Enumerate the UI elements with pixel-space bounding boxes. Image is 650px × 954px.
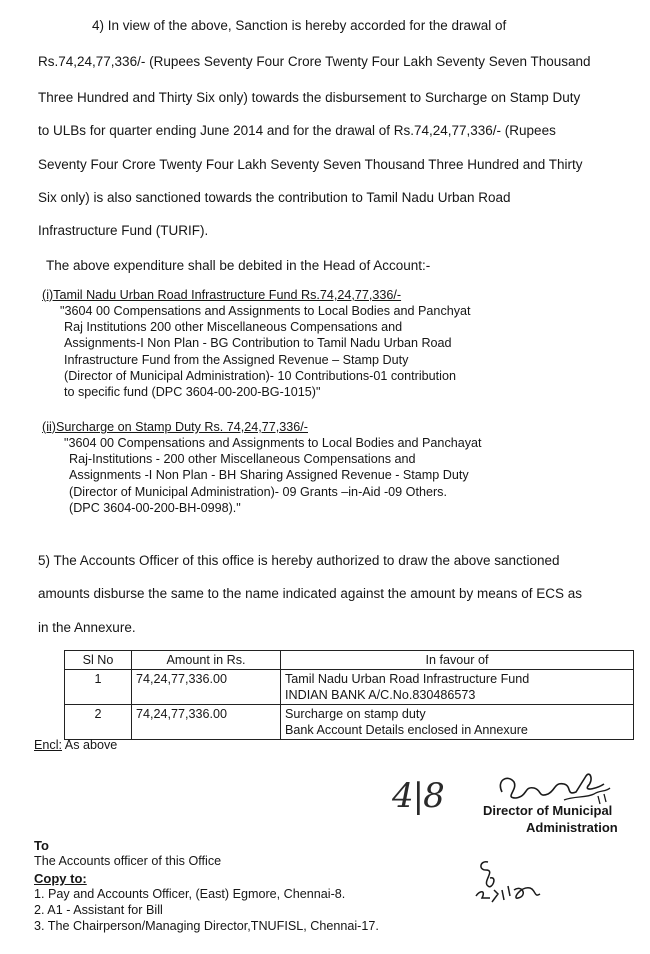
head1-line-6: to specific fund (DPC 3604-00-200-BG-1015)": [64, 385, 321, 399]
annexure-table: [64, 650, 634, 740]
cell-sl-no: 2: [65, 705, 132, 740]
head2-line-4: (Director of Municipal Administration)- 09 Grants –in-Aid -09 Others.: [69, 485, 447, 499]
to-recipient: The Accounts officer of this Office: [34, 854, 222, 868]
column-header-sl-no: Sl No: [65, 651, 132, 670]
enclosure-note: [34, 738, 117, 752]
para4-line-5: Seventy Four Crore Twenty Four Lakh Seventy Seven Thousand Three Hundred and Thirty: [38, 157, 583, 172]
head1-line-1: "3604 00 Compensations and Assignments to Local Bodies and Panchyat: [60, 304, 471, 318]
head2-line-3: Assignments -I Non Plan - BH Sharing Assigned Revenue - Stamp Duty: [69, 468, 469, 482]
column-header-in-favour-of: In favour of: [281, 651, 634, 670]
para5-line-2: amounts disburse the same to the name indicated against the amount by means of ECS as: [38, 586, 583, 601]
para4-line-6: Six only) is also sanctioned towards the contribution to Tamil Nadu Urban Road: [38, 190, 511, 205]
para5-line-3: in the Annexure.: [38, 620, 136, 635]
column-header-amount: Amount in Rs.: [132, 651, 281, 670]
head1-title: (i)Tamil Nadu Urban Road Infrastructure Fund Rs.74,24,77,336/-: [42, 288, 402, 302]
para4-line-3: Three Hundred and Thirty Six only) towards the disbursement to Surcharge on Stamp Duty: [38, 90, 581, 105]
head2-line-5: (DPC 3604-00-200-BH-0998).": [69, 501, 241, 515]
head1-line-2: Raj Institutions 200 other Miscellaneous Compensations and: [64, 320, 403, 334]
para5-line-1: 5) The Accounts Officer of this office is hereby authorized to draw the above sanctioned: [38, 553, 560, 568]
para4-line-2: Rs.74,24,77,336/- (Rupees Seventy Four Crore Twenty Four Lakh Seventy Seven Thousand: [38, 54, 591, 69]
favour-line: Tamil Nadu Urban Road Infrastructure Fund: [285, 672, 530, 686]
table-row: [65, 670, 634, 705]
head2-line-2: Raj-Institutions - 200 other Miscellaneous Compensations and: [69, 452, 416, 466]
cell-sl-no: 1: [65, 670, 132, 705]
enclosure-text: As above: [62, 738, 118, 752]
head1-line-4: Infrastructure Fund from the Assigned Revenue – Stamp Duty: [64, 353, 409, 367]
copy-item-2: 2. A1 - Assistant for Bill: [34, 903, 163, 917]
favour-line: INDIAN BANK A/C.No.830486573: [285, 688, 476, 702]
enclosure-label: Encl:: [34, 738, 62, 752]
head1-line-5: (Director of Municipal Administration)- 10 Contributions-01 contribution: [64, 369, 456, 383]
favour-line: Bank Account Details enclosed in Annexure: [285, 723, 528, 737]
copy-item-1: 1. Pay and Accounts Officer, (East) Egmore, Chennai-8.: [34, 887, 346, 901]
cell-in-favour-of: [281, 705, 634, 740]
initials-scribble: [470, 856, 546, 906]
signatory-line-1: Director of Municipal: [483, 803, 613, 818]
cell-amount: 74,24,77,336.00: [132, 670, 281, 705]
cell-in-favour-of: [281, 670, 634, 705]
expenditure-line: The above expenditure shall be debited in the Head of Account:-: [46, 258, 431, 273]
para4-line-1: 4) In view of the above, Sanction is hereby accorded for the drawal of: [92, 18, 507, 33]
head1-line-3: Assignments-I Non Plan - BG Contribution to Tamil Nadu Urban Road: [64, 336, 452, 350]
head2-title: (ii)Surcharge on Stamp Duty Rs. 74,24,77,336/-: [42, 420, 308, 434]
to-label: To: [34, 838, 49, 853]
head2-line-1: "3604 00 Compensations and Assignments to Local Bodies and Panchayat: [64, 436, 482, 450]
para4-line-7: Infrastructure Fund (TURIF).: [38, 223, 209, 238]
copy-item-3: 3. The Chairperson/Managing Director,TNUFISL, Chennai-17.: [34, 919, 379, 933]
para4-line-4: to ULBs for quarter ending June 2014 and for the drawal of Rs.74,24,77,336/- (Rupees: [38, 123, 556, 138]
table-row: [65, 705, 634, 740]
copy-to-label: Copy to:: [34, 871, 87, 886]
cell-amount: 74,24,77,336.00: [132, 705, 281, 740]
favour-line: Surcharge on stamp duty: [285, 707, 426, 721]
table-header-row: [65, 651, 634, 670]
handwritten-file-number: 4|8: [392, 776, 444, 816]
signatory-line-2: Administration: [526, 820, 618, 835]
